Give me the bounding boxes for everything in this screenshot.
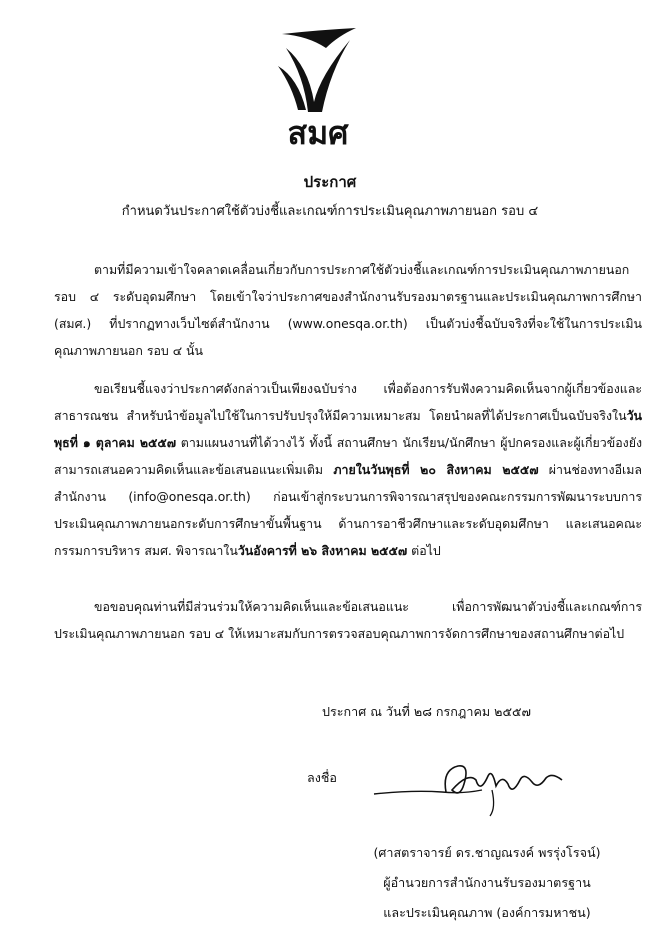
paragraph-2-part-4: ต่อไป [407,543,441,558]
signatory-position-1: ผู้อำนวยการสำนักงานรับรองมาตรฐาน [383,875,591,890]
paragraph-2-bold-1: วันพุธที่ ๑ ตุลาคม ๒๕๕๗ [54,408,642,450]
announcement-date: ประกาศ ณ วันที่ ๒๘ กรกฎาคม ๒๕๕๗ [322,704,532,719]
signatory-block [357,838,617,928]
signatory-name: (ศาสตราจารย์ ดร.ชาญณรงค์ พรรุ่งโรจน์) [373,845,601,860]
handwritten-signature [372,750,582,820]
announcement-subtitle: กำหนดวันประกาศใช้ตัวบ่งชี้และเกณฑ์การประเมินคุณภาพภายนอก รอบ ๔ [121,204,539,219]
sign-label: ลงชื่อ [307,770,337,785]
onesqa-logo-icon [268,26,368,154]
paragraph-2-part-1: ขอเรียนชี้แจงว่าประกาศดังกล่าวเป็นเพียงฉบับร่าง เพื่อต้องการรับฟังความคิดเห็นจากผู้เกี่ยวข้องและสาธารณชน สำหรับนำข้อมูลไปใช้ในการปรับปรุงให้มีความเหมาะสม โดยนำผลที่ได้ประกาศเป็นฉบับจริงใน [54,381,642,423]
paragraph-2 [54,375,642,564]
announcement-title: ประกาศ [303,173,357,191]
paragraph-2-part-2: ตามแผนงานที่ได้วางไว้ ทั้งนี้ สถานศึกษา นักเรียน/นักศึกษา ผู้ปกครองและผู้เกี่ยวข้องยังสามารถเสนอความคิดเห็นและข้อเสนอแนะเพิ่มเติม [54,435,642,477]
paragraph-2-bold-2: ภายในวันพุธที่ ๒๐ สิงหาคม ๒๕๕๗ [333,462,539,477]
paragraph-2-bold-3: วันอังคารที่ ๒๖ สิงหาคม ๒๕๕๗ [237,543,408,558]
onesqa-logo [268,26,368,154]
svg-text:สมศ: สมศ [287,114,349,152]
paragraph-1: ตามที่มีความเข้าใจคลาดเคลื่อนเกี่ยวกับการประกาศใช้ตัวบ่งชี้และเกณฑ์การประเมินคุณภาพภายนอก รอบ ๔ ระดับอุดมศึกษา โดยเข้าใจว่าประกาศของสำนักงานรับรองมาตรฐานและประเมินคุณภาพการศึกษา (สมศ.) ที่ปรากฏทางเว็บไซต์สำนักงาน (www.onesqa.or.th) เป็นตัวบ่งชี้ฉบับจริงที่จะใช้ในการประเมินคุณภาพภายนอก รอบ ๔ นั้น [54,262,642,358]
signatory-position-2: และประเมินคุณภาพ (องค์การมหาชน) [383,905,591,920]
paragraph-2-part-3: ผ่านช่องทางอีเมลสำนักงาน (info@onesqa.or.th) ก่อนเข้าสู่กระบวนการพิจารณาสรุปของคณะกรรมการพัฒนาระบบการประเมินคุณภาพภายนอกระดับการศึกษาขั้นพื้นฐาน ด้านการอาชีวศึกษาและระดับอุดมศึกษา และเสนอคณะกรรมการบริหาร สมศ. พิจารณาใน [54,462,642,558]
paragraph-3: ขอขอบคุณท่านที่มีส่วนร่วมให้ความคิดเห็นและข้อเสนอแนะ เพื่อการพัฒนาตัวบ่งชี้และเกณฑ์การประเมินคุณภาพภายนอก รอบ ๔ ให้เหมาะสมกับการตรวจสอบคุณภาพการจัดการศึกษาของสถานศึกษาต่อไป [54,599,642,641]
signature-icon [372,750,582,820]
